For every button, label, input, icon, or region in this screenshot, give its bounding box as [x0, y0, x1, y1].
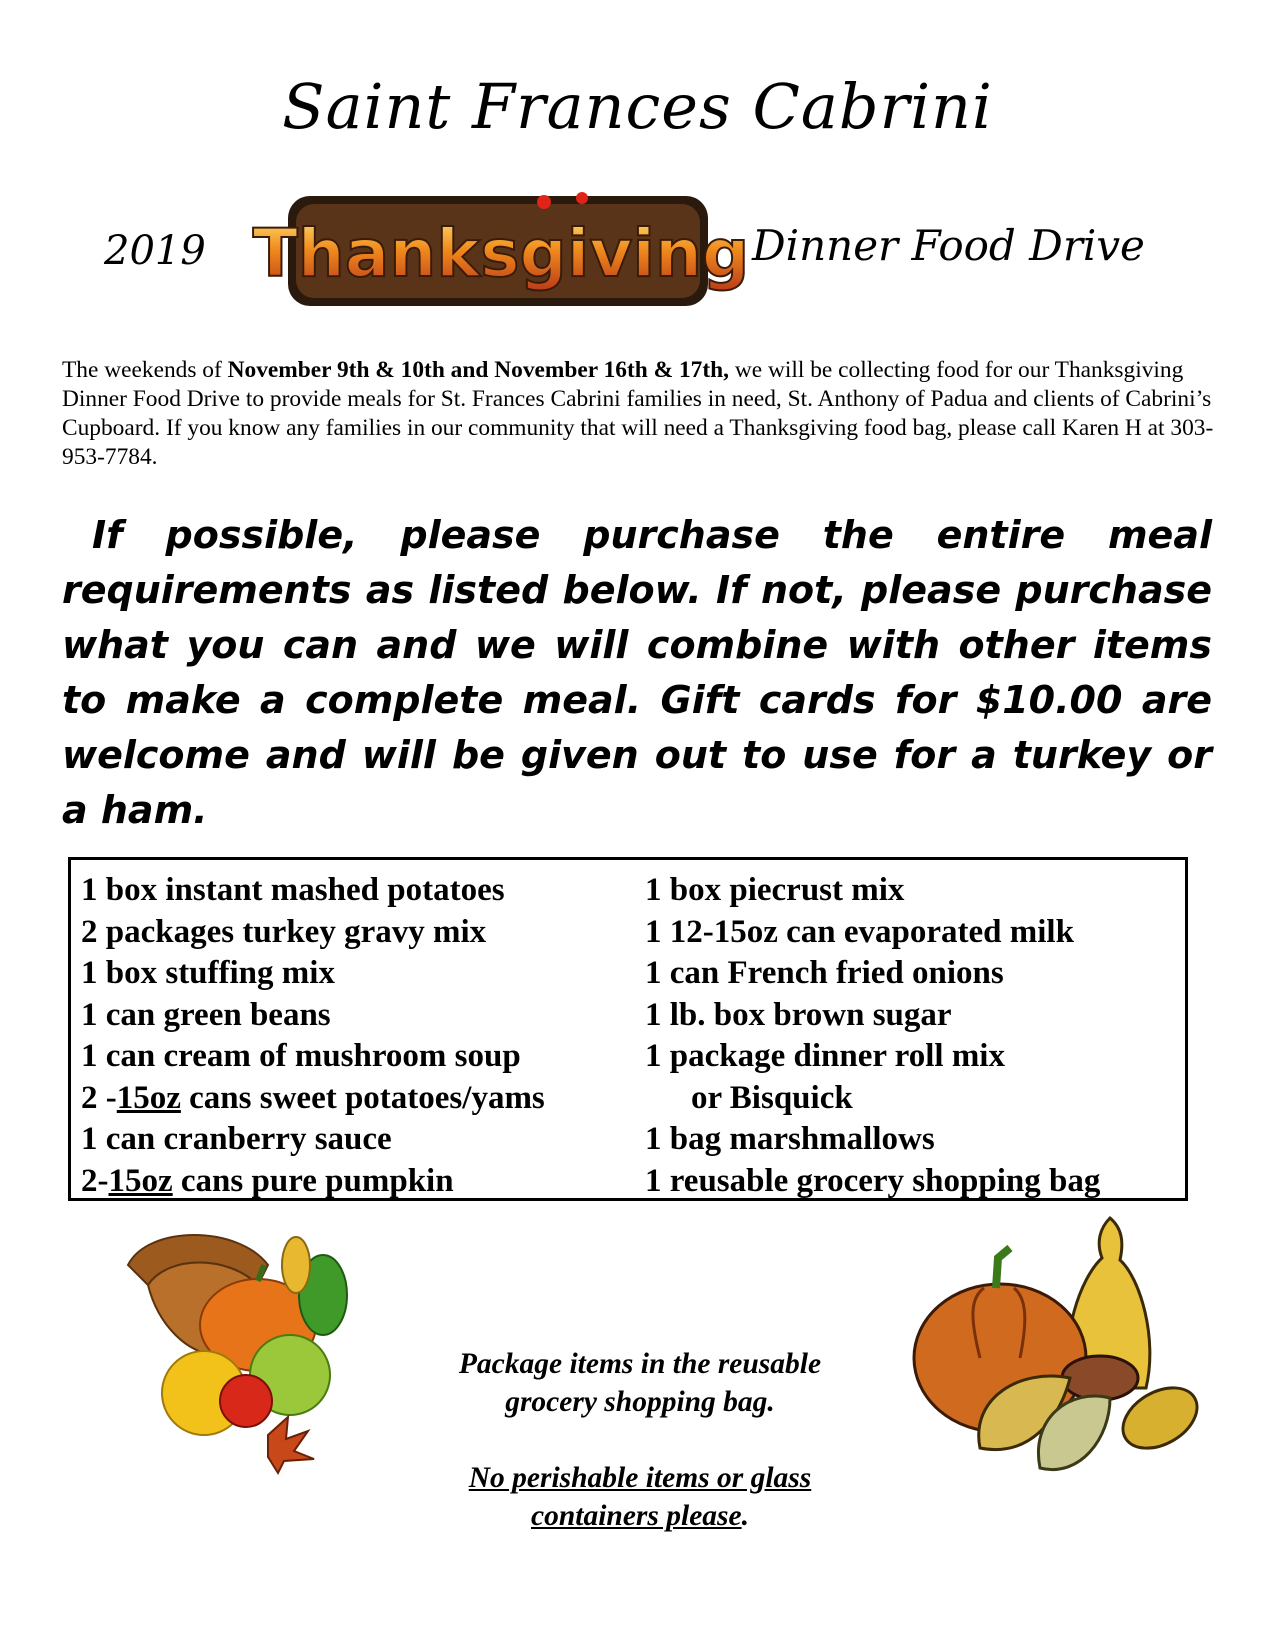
notes-line: grocery shopping bag. [505, 1386, 775, 1418]
packaging-notes [400, 1345, 880, 1535]
list-item-continuation: or Bisquick [691, 1079, 853, 1116]
list-item: 1 box stuffing mix [81, 955, 335, 991]
list-item-qty: 2 - [81, 1079, 117, 1116]
list-item: 1 reusable grocery shopping bag [645, 1162, 1101, 1199]
notes-period: . [741, 1500, 749, 1532]
intro-text-1: The weekends of [62, 357, 228, 383]
maple-leaf-shape [268, 1417, 314, 1473]
list-item [81, 1078, 545, 1120]
tomato-shape [220, 1375, 272, 1427]
notes-warning-2: containers please [531, 1500, 742, 1532]
cornucopia-illustration [118, 1225, 374, 1475]
appeal-text: If possible, please purchase the entire meal requirements as listed below. If not, please purchase what you can and we will combine with other items to make a complete meal. Gift cards for $10.00 are welcome and will be given out to use for a turkey or a ham. [62, 513, 1212, 832]
logo-spark-1 [537, 195, 551, 209]
list-item-size: 15oz [116, 1079, 181, 1116]
shopping-list-left-column [81, 870, 545, 1202]
notes-line: Package items in the reusable [458, 1348, 822, 1380]
intro-dates: November 9th & 10th and November 16th & 17th, [227, 357, 729, 383]
nut-shape [1062, 1356, 1138, 1400]
list-item: 1 bag marshmallows [645, 1121, 935, 1157]
thanksgiving-logo [252, 188, 750, 318]
list-item-desc: cans pure pumpkin [172, 1162, 454, 1199]
logo-spark-2 [576, 192, 588, 204]
shopping-list-right-column [645, 870, 1100, 1202]
notes-warning-1: No perishable items or glass [468, 1462, 812, 1494]
harvest-vegetables-illustration [910, 1218, 1210, 1488]
corn-shape [282, 1237, 310, 1293]
intro-paragraph [62, 356, 1222, 472]
parish-title: Saint Frances Cabrini [282, 70, 993, 143]
appeal-paragraph [62, 508, 1212, 838]
list-item: 1 12-15oz can evaporated milk [645, 913, 1074, 950]
notes-spacer [400, 1421, 880, 1459]
list-item-size: 15oz [108, 1162, 173, 1199]
list-item: 1 box instant mashed potatoes [81, 872, 505, 908]
list-item-qty: 2- [81, 1162, 109, 1199]
logo-text: Thanksgiving [252, 215, 750, 292]
list-item: 1 package dinner roll mix [645, 1038, 1005, 1074]
shopping-list [68, 857, 1188, 1201]
list-item: 1 can cream of mushroom soup [81, 1038, 521, 1074]
intro-text-2: we will be collecting food for our Thanksgiving Dinner Food Drive to provide meals for St. Frances Cabrini families in need, St. Anthony of Padua and clients of Cabrini’s Cupboard. If you know any families in our community that will need a Thanksgiving food bag, please call Karen H at 303-953-7784. [62, 357, 1214, 470]
list-item: 1 can green beans [81, 996, 331, 1033]
pumpkin-stem-shape [996, 1248, 1010, 1288]
list-item: 2 packages turkey gravy mix [81, 913, 487, 950]
list-item [81, 1161, 545, 1203]
notes-line [400, 1497, 880, 1535]
list-item: 1 lb. box brown sugar [645, 996, 952, 1033]
list-item: 1 can French fried onions [645, 955, 1004, 991]
year-label: 2019 [104, 228, 206, 274]
drive-subtitle: Dinner Food Drive [752, 221, 1145, 270]
notes-line [400, 1459, 880, 1497]
list-item-desc: cans sweet potatoes/yams [180, 1079, 545, 1116]
list-item: 1 can cranberry sauce [81, 1121, 392, 1157]
list-item: 1 box piecrust mix [645, 872, 905, 908]
